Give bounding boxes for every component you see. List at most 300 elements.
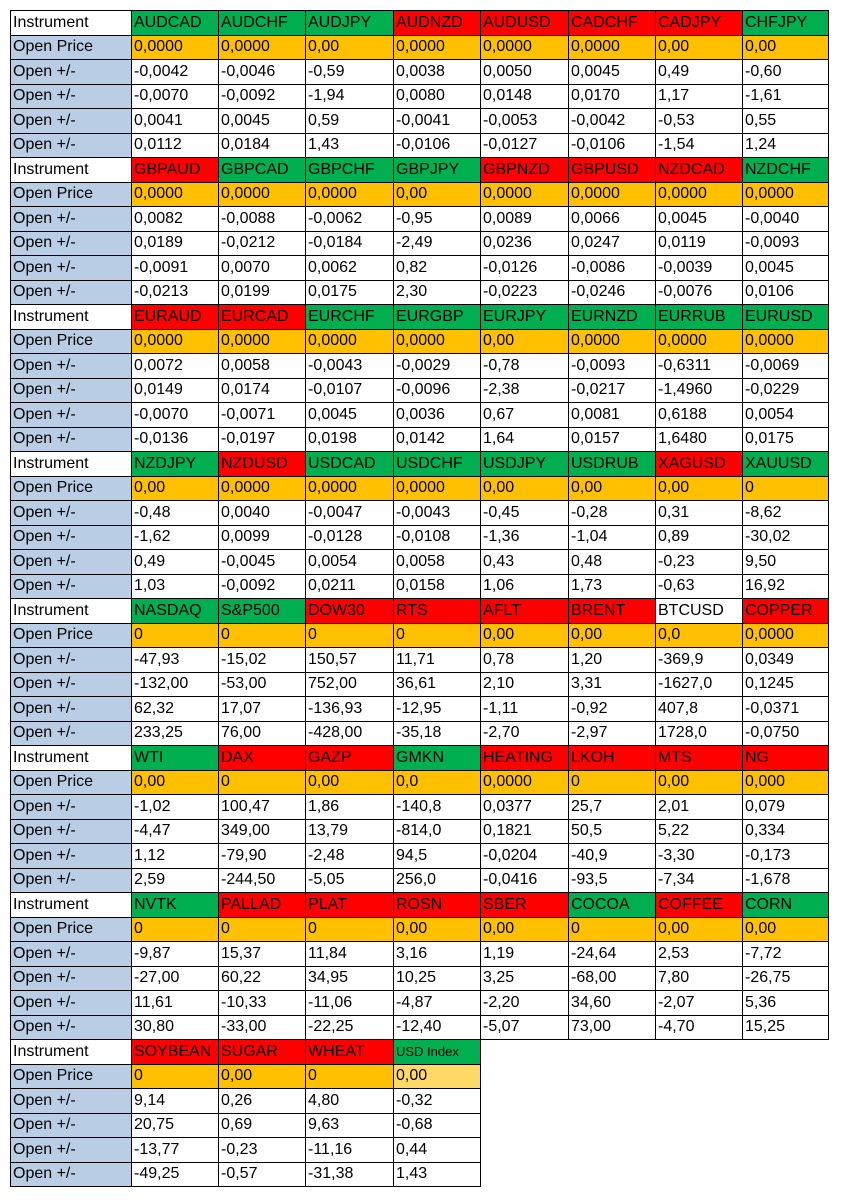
- open-change-row: [11, 844, 829, 869]
- open-change-row: [11, 207, 829, 232]
- open-change-cell: 9,63: [306, 1113, 394, 1138]
- instrument-symbol: GBPCAD: [219, 158, 306, 183]
- open-change-cell: 0,0045: [306, 403, 394, 428]
- instrument-symbol: WTI: [132, 746, 219, 771]
- open-price-cell: 0,00: [132, 476, 219, 501]
- open-change-cell: -7,72: [743, 942, 829, 967]
- open-change-cell: -31,38: [306, 1162, 394, 1187]
- open-change-cell: 1,20: [569, 648, 656, 673]
- open-change-cell: 5,36: [743, 991, 829, 1016]
- open-change-row: [11, 795, 829, 820]
- instrument-symbol: NZDCAD: [656, 158, 743, 183]
- open-price-cell: 0,0000: [743, 623, 829, 648]
- open-change-cell: -0,0071: [219, 403, 306, 428]
- open-change-cell: 5,22: [656, 819, 743, 844]
- open-change-row: [11, 1162, 829, 1187]
- instrument-row: [11, 893, 829, 918]
- open-price-label: Open Price: [11, 623, 132, 648]
- open-change-cell: 73,00: [569, 1015, 656, 1040]
- instrument-symbol: AFLT: [481, 599, 569, 624]
- open-change-label: Open +/-: [11, 1138, 132, 1163]
- open-change-cell: 349,00: [219, 819, 306, 844]
- open-change-cell: 0,67: [481, 403, 569, 428]
- open-change-cell: -11,06: [306, 991, 394, 1016]
- instrument-row: [11, 1040, 829, 1065]
- open-change-cell: -0,0212: [219, 231, 306, 256]
- open-change-label: Open +/-: [11, 991, 132, 1016]
- open-change-cell: -1,11: [481, 697, 569, 722]
- open-change-cell: 60,22: [219, 966, 306, 991]
- open-change-cell: -24,64: [569, 942, 656, 967]
- open-price-cell: 0,00: [306, 35, 394, 60]
- instrument-symbol: CORN: [743, 893, 829, 918]
- empty-cell: [481, 1138, 569, 1163]
- open-change-row: [11, 574, 829, 599]
- empty-cell: [481, 1113, 569, 1138]
- open-change-row: [11, 427, 829, 452]
- open-change-cell: 0,0247: [569, 231, 656, 256]
- instrument-symbol: WHEAT: [306, 1040, 394, 1065]
- open-change-cell: -814,0: [394, 819, 481, 844]
- open-change-cell: 0,0189: [132, 231, 219, 256]
- open-price-cell: 0,0000: [656, 182, 743, 207]
- open-change-cell: -0,0184: [306, 231, 394, 256]
- open-price-cell: 0: [132, 623, 219, 648]
- open-change-cell: -0,0045: [219, 550, 306, 575]
- open-change-cell: 0,55: [743, 109, 829, 134]
- instrument-symbol: XAGUSD: [656, 452, 743, 477]
- open-price-label: Open Price: [11, 35, 132, 60]
- open-change-label: Open +/-: [11, 648, 132, 673]
- open-change-cell: 0,26: [219, 1089, 306, 1114]
- open-price-row: [11, 770, 829, 795]
- instrument-symbol: NG: [743, 746, 829, 771]
- open-change-cell: -4,47: [132, 819, 219, 844]
- open-change-cell: -5,07: [481, 1015, 569, 1040]
- open-change-cell: -2,49: [394, 231, 481, 256]
- instrument-symbol: GBPAUD: [132, 158, 219, 183]
- open-change-cell: 13,79: [306, 819, 394, 844]
- instrument-symbol: AUDCAD: [132, 11, 219, 36]
- open-change-row: [11, 672, 829, 697]
- open-change-label: Open +/-: [11, 354, 132, 379]
- instrument-symbol: EURNZD: [569, 305, 656, 330]
- instrument-symbol: CHFJPY: [743, 11, 829, 36]
- instrument-symbol: EURGBP: [394, 305, 481, 330]
- open-change-cell: 4,80: [306, 1089, 394, 1114]
- open-change-cell: 0,0099: [219, 525, 306, 550]
- open-change-row: [11, 648, 829, 673]
- open-change-cell: -1,54: [656, 133, 743, 158]
- open-change-cell: -0,0070: [132, 84, 219, 109]
- open-change-cell: 0,0211: [306, 574, 394, 599]
- instrument-symbol: COCOA: [569, 893, 656, 918]
- open-price-cell: 0,0000: [306, 182, 394, 207]
- open-change-cell: 0,0158: [394, 574, 481, 599]
- open-change-cell: -4,70: [656, 1015, 743, 1040]
- open-price-cell: 0,0000: [219, 35, 306, 60]
- instrument-symbol: AUDJPY: [306, 11, 394, 36]
- open-price-cell: 0: [306, 1064, 394, 1089]
- open-change-cell: -3,30: [656, 844, 743, 869]
- open-change-label: Open +/-: [11, 60, 132, 85]
- open-price-cell: 0,00: [569, 623, 656, 648]
- instrument-row: [11, 452, 829, 477]
- empty-cell: [656, 1162, 743, 1187]
- open-change-cell: -0,95: [394, 207, 481, 232]
- open-price-cell: 0,0000: [132, 35, 219, 60]
- instrument-symbol: EURRUB: [656, 305, 743, 330]
- empty-cell: [656, 1040, 743, 1065]
- open-change-cell: 1,19: [481, 942, 569, 967]
- open-price-cell: 0: [132, 917, 219, 942]
- open-change-cell: -0,0039: [656, 256, 743, 281]
- instrument-symbol: MTS: [656, 746, 743, 771]
- open-change-cell: -0,0091: [132, 256, 219, 281]
- instrument-symbol: COFFEE: [656, 893, 743, 918]
- open-change-cell: 11,71: [394, 648, 481, 673]
- instrument-symbol: DAX: [219, 746, 306, 771]
- instrument-symbol: SBER: [481, 893, 569, 918]
- open-change-cell: -0,0223: [481, 280, 569, 305]
- open-price-cell: 0,0000: [394, 476, 481, 501]
- open-change-label: Open +/-: [11, 672, 132, 697]
- open-change-cell: 0,0199: [219, 280, 306, 305]
- open-change-cell: 1,24: [743, 133, 829, 158]
- open-change-label: Open +/-: [11, 550, 132, 575]
- open-change-cell: -0,0246: [569, 280, 656, 305]
- instrument-row: [11, 305, 829, 330]
- open-change-cell: 25,7: [569, 795, 656, 820]
- open-change-cell: 752,00: [306, 672, 394, 697]
- open-price-cell: 0,00: [306, 770, 394, 795]
- open-price-cell: 0,00: [481, 329, 569, 354]
- open-change-cell: -0,59: [306, 60, 394, 85]
- open-price-cell: 0,00: [743, 35, 829, 60]
- open-change-cell: 0,0184: [219, 133, 306, 158]
- open-change-cell: -0,0069: [743, 354, 829, 379]
- open-change-cell: 0,0036: [394, 403, 481, 428]
- open-price-cell: 0,00: [569, 476, 656, 501]
- open-price-cell: 0: [219, 770, 306, 795]
- open-price-cell: 0,0000: [394, 329, 481, 354]
- instrument-symbol: USD Index: [394, 1040, 481, 1065]
- open-change-label: Open +/-: [11, 795, 132, 820]
- instrument-row: [11, 11, 829, 36]
- open-change-row: [11, 721, 829, 746]
- instrument-symbol: NVTK: [132, 893, 219, 918]
- open-change-cell: -0,0108: [394, 525, 481, 550]
- open-change-cell: -0,0053: [481, 109, 569, 134]
- open-change-cell: 0,0082: [132, 207, 219, 232]
- open-change-cell: -0,0086: [569, 256, 656, 281]
- open-change-cell: -1,61: [743, 84, 829, 109]
- open-change-cell: 15,37: [219, 942, 306, 967]
- open-change-row: [11, 501, 829, 526]
- open-change-cell: 2,59: [132, 868, 219, 893]
- open-price-cell: 0,0000: [569, 182, 656, 207]
- open-change-cell: -0,0042: [569, 109, 656, 134]
- open-change-cell: -47,93: [132, 648, 219, 673]
- open-price-row: [11, 917, 829, 942]
- empty-cell: [656, 1089, 743, 1114]
- empty-cell: [656, 1113, 743, 1138]
- open-change-cell: 0,31: [656, 501, 743, 526]
- open-price-cell: 0,00: [394, 182, 481, 207]
- open-change-cell: 1,12: [132, 844, 219, 869]
- open-change-cell: -0,0107: [306, 378, 394, 403]
- open-change-cell: -0,0092: [219, 84, 306, 109]
- instrument-symbol: LKOH: [569, 746, 656, 771]
- open-change-cell: 0,0175: [743, 427, 829, 452]
- open-change-cell: 0,0148: [481, 84, 569, 109]
- open-change-label: Open +/-: [11, 1089, 132, 1114]
- open-change-cell: 0,0081: [569, 403, 656, 428]
- instrument-symbol: ROSN: [394, 893, 481, 918]
- empty-cell: [481, 1040, 569, 1065]
- instrument-symbol: GBPJPY: [394, 158, 481, 183]
- instrument-symbol: BRENT: [569, 599, 656, 624]
- open-price-label: Open Price: [11, 476, 132, 501]
- open-change-cell: 62,32: [132, 697, 219, 722]
- open-change-label: Open +/-: [11, 844, 132, 869]
- instrument-symbol: GBPCHF: [306, 158, 394, 183]
- open-price-row: [11, 329, 829, 354]
- instrument-symbol: USDRUB: [569, 452, 656, 477]
- open-change-cell: 10,25: [394, 966, 481, 991]
- open-change-cell: 0,0040: [219, 501, 306, 526]
- open-change-cell: -0,0204: [481, 844, 569, 869]
- open-change-cell: -0,45: [481, 501, 569, 526]
- open-change-cell: -0,0229: [743, 378, 829, 403]
- open-price-cell: 0,00: [481, 917, 569, 942]
- instrument-symbol: S&P500: [219, 599, 306, 624]
- open-price-label: Open Price: [11, 770, 132, 795]
- open-change-cell: -2,07: [656, 991, 743, 1016]
- open-change-cell: -27,00: [132, 966, 219, 991]
- open-price-cell: 0,0000: [306, 329, 394, 354]
- instrument-table-body: [11, 11, 829, 1187]
- open-change-cell: 2,30: [394, 280, 481, 305]
- open-change-label: Open +/-: [11, 574, 132, 599]
- instrument-label: Instrument: [11, 452, 132, 477]
- open-change-cell: -0,60: [743, 60, 829, 85]
- open-price-cell: 0,0000: [569, 35, 656, 60]
- open-change-cell: 2,10: [481, 672, 569, 697]
- empty-cell: [481, 1064, 569, 1089]
- open-change-cell: -0,0042: [132, 60, 219, 85]
- open-change-cell: 150,57: [306, 648, 394, 673]
- open-change-row: [11, 231, 829, 256]
- open-change-label: Open +/-: [11, 721, 132, 746]
- open-change-row: [11, 1089, 829, 1114]
- open-change-cell: 0,0142: [394, 427, 481, 452]
- open-change-cell: 1,17: [656, 84, 743, 109]
- open-price-cell: 0,00: [656, 476, 743, 501]
- open-price-cell: 0,000: [743, 770, 829, 795]
- instrument-table: [10, 10, 829, 1187]
- open-change-cell: -0,0088: [219, 207, 306, 232]
- instrument-symbol: BTCUSD: [656, 599, 743, 624]
- instrument-row: [11, 746, 829, 771]
- open-change-cell: 0,0170: [569, 84, 656, 109]
- open-change-cell: 0,59: [306, 109, 394, 134]
- open-change-cell: 0,0058: [394, 550, 481, 575]
- open-change-cell: -26,75: [743, 966, 829, 991]
- open-change-cell: -0,0062: [306, 207, 394, 232]
- open-change-cell: 0,0058: [219, 354, 306, 379]
- open-change-cell: 0,0349: [743, 648, 829, 673]
- empty-cell: [743, 1040, 829, 1065]
- instrument-symbol: EURJPY: [481, 305, 569, 330]
- open-change-row: [11, 403, 829, 428]
- instrument-symbol: HEATING: [481, 746, 569, 771]
- instrument-symbol: RTS: [394, 599, 481, 624]
- open-price-cell: 0: [569, 917, 656, 942]
- open-change-cell: -0,0093: [569, 354, 656, 379]
- open-change-cell: 0,78: [481, 648, 569, 673]
- open-change-cell: 9,50: [743, 550, 829, 575]
- open-change-cell: 0,0149: [132, 378, 219, 403]
- open-change-cell: 0,0236: [481, 231, 569, 256]
- open-change-cell: 34,95: [306, 966, 394, 991]
- open-change-row: [11, 1015, 829, 1040]
- open-price-row: [11, 35, 829, 60]
- open-change-cell: -11,16: [306, 1138, 394, 1163]
- open-change-cell: -0,0750: [743, 721, 829, 746]
- open-change-cell: 0,0175: [306, 280, 394, 305]
- open-price-cell: 0,00: [481, 623, 569, 648]
- open-change-cell: 1,73: [569, 574, 656, 599]
- open-change-cell: -2,20: [481, 991, 569, 1016]
- open-change-label: Open +/-: [11, 378, 132, 403]
- open-change-cell: -1,62: [132, 525, 219, 550]
- instrument-symbol: EURAUD: [132, 305, 219, 330]
- open-price-label: Open Price: [11, 1064, 132, 1089]
- open-change-cell: 15,25: [743, 1015, 829, 1040]
- instrument-symbol: CADCHF: [569, 11, 656, 36]
- open-change-cell: 0,0174: [219, 378, 306, 403]
- open-change-cell: 30,80: [132, 1015, 219, 1040]
- open-change-row: [11, 354, 829, 379]
- open-change-cell: 0,0072: [132, 354, 219, 379]
- open-change-cell: -0,0070: [132, 403, 219, 428]
- open-price-cell: 0: [394, 623, 481, 648]
- open-change-cell: 1,43: [394, 1162, 481, 1187]
- open-change-label: Open +/-: [11, 942, 132, 967]
- open-change-cell: 0,49: [132, 550, 219, 575]
- open-change-cell: -0,32: [394, 1089, 481, 1114]
- open-change-cell: -1,94: [306, 84, 394, 109]
- open-price-row: [11, 182, 829, 207]
- open-price-cell: 0,00: [132, 770, 219, 795]
- open-change-cell: -13,77: [132, 1138, 219, 1163]
- open-change-cell: -428,00: [306, 721, 394, 746]
- open-change-cell: 1728,0: [656, 721, 743, 746]
- open-price-row: [11, 623, 829, 648]
- open-change-label: Open +/-: [11, 84, 132, 109]
- open-change-cell: 0,0045: [569, 60, 656, 85]
- instrument-label: Instrument: [11, 11, 132, 36]
- open-change-label: Open +/-: [11, 697, 132, 722]
- open-change-cell: -0,53: [656, 109, 743, 134]
- open-price-cell: 0: [306, 917, 394, 942]
- open-change-cell: -0,0029: [394, 354, 481, 379]
- open-change-cell: -30,02: [743, 525, 829, 550]
- open-change-row: [11, 966, 829, 991]
- empty-cell: [656, 1138, 743, 1163]
- open-price-cell: 0: [743, 476, 829, 501]
- open-change-cell: -0,0136: [132, 427, 219, 452]
- open-price-cell: 0,00: [219, 1064, 306, 1089]
- open-change-cell: -1,4960: [656, 378, 743, 403]
- instrument-symbol: EURCHF: [306, 305, 394, 330]
- open-change-cell: -7,34: [656, 868, 743, 893]
- open-price-label: Open Price: [11, 917, 132, 942]
- open-change-cell: -140,8: [394, 795, 481, 820]
- open-change-cell: 0,0054: [306, 550, 394, 575]
- instrument-symbol: SOYBEAN: [132, 1040, 219, 1065]
- open-change-row: [11, 1113, 829, 1138]
- open-change-cell: 0,0066: [569, 207, 656, 232]
- open-change-label: Open +/-: [11, 1113, 132, 1138]
- open-change-row: [11, 133, 829, 158]
- open-change-cell: 407,8: [656, 697, 743, 722]
- instrument-symbol: GMKN: [394, 746, 481, 771]
- open-change-cell: -10,33: [219, 991, 306, 1016]
- open-change-cell: 94,5: [394, 844, 481, 869]
- open-change-cell: 0,0106: [743, 280, 829, 305]
- instrument-symbol: CADJPY: [656, 11, 743, 36]
- open-change-cell: -35,18: [394, 721, 481, 746]
- instrument-symbol: AUDUSD: [481, 11, 569, 36]
- open-change-cell: 0,6188: [656, 403, 743, 428]
- open-change-cell: -1,02: [132, 795, 219, 820]
- open-price-cell: 0,0000: [656, 329, 743, 354]
- open-change-cell: 2,53: [656, 942, 743, 967]
- open-change-cell: 0,0045: [743, 256, 829, 281]
- open-price-cell: 0,00: [656, 35, 743, 60]
- open-change-cell: -0,23: [656, 550, 743, 575]
- open-price-cell: 0: [306, 623, 394, 648]
- open-change-cell: 100,47: [219, 795, 306, 820]
- open-price-cell: 0,0000: [132, 182, 219, 207]
- open-change-label: Open +/-: [11, 109, 132, 134]
- open-change-row: [11, 1138, 829, 1163]
- instrument-symbol: NZDJPY: [132, 452, 219, 477]
- open-change-cell: -0,0371: [743, 697, 829, 722]
- open-change-cell: -68,00: [569, 966, 656, 991]
- open-change-row: [11, 60, 829, 85]
- open-change-cell: 20,75: [132, 1113, 219, 1138]
- empty-cell: [656, 1064, 743, 1089]
- open-change-cell: 11,61: [132, 991, 219, 1016]
- open-price-cell: 0,00: [394, 917, 481, 942]
- open-change-cell: -0,0197: [219, 427, 306, 452]
- empty-cell: [743, 1113, 829, 1138]
- open-change-cell: -33,00: [219, 1015, 306, 1040]
- open-price-cell: 0,00: [656, 770, 743, 795]
- instrument-symbol: AUDCHF: [219, 11, 306, 36]
- open-change-label: Open +/-: [11, 280, 132, 305]
- instrument-symbol: PLAT: [306, 893, 394, 918]
- open-change-cell: -22,25: [306, 1015, 394, 1040]
- instrument-symbol: XAUUSD: [743, 452, 829, 477]
- open-change-label: Open +/-: [11, 1162, 132, 1187]
- instrument-label: Instrument: [11, 746, 132, 771]
- open-price-cell: 0,0000: [481, 182, 569, 207]
- open-change-cell: 1,03: [132, 574, 219, 599]
